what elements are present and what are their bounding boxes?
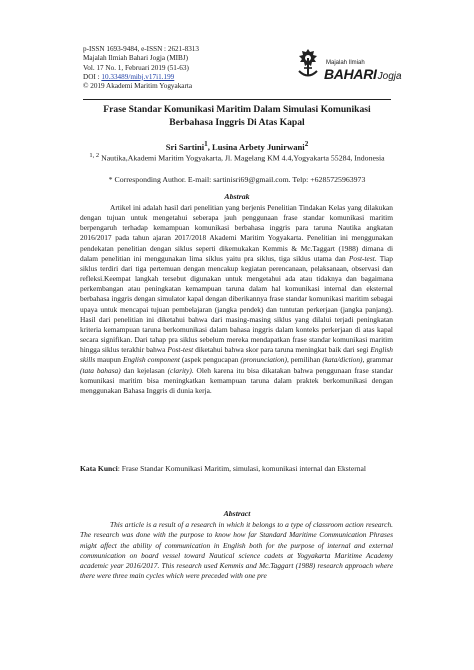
logo-jogja: Jogja [377, 71, 402, 82]
doi-link[interactable]: 10.33489/mibj.v17i1.199 [101, 72, 175, 81]
abstrak-p6: , pemilihan [286, 355, 323, 365]
author-2-sup: 2 [304, 140, 309, 148]
abstrak-i7: (tata bahasa) [80, 365, 121, 375]
abstrak-i6: (kata/diction) [322, 355, 363, 365]
affiliation [83, 151, 391, 164]
author-sep: , [207, 141, 213, 152]
abstrak-i5: (pronunciation) [240, 355, 287, 365]
author-1: Sri Sartini [165, 141, 205, 152]
abstract-body: This article is a result of a research in which it belongs to a type of classroom action research. The research was done with the purpose to know how far Standard Maritime Communication Phrases might affect the ability of communication in English both for the purpose of internal and external communication on board vessel toward Nautical science cadets at Yogyakarta Maritime Academy academic year 2016/2017. This research used Kemmis and Mc.Taggart (1988) research approach where there were three main cycles which were preceded with one pre [80, 520, 393, 581]
anchor-emblem-icon [293, 46, 323, 80]
abstrak-heading: Abstrak [224, 192, 250, 201]
abstrak-p2-italic: Post-test [167, 345, 194, 355]
author-2: Lusina Arbety Junirwani [212, 141, 305, 152]
abstrak-i4: English component [122, 355, 180, 365]
logo-line1: Majalah Ilmiah [326, 60, 365, 66]
abstrak-p3: diketahui bahwa skor para taruna meningkat baik dari segi [193, 345, 371, 355]
logo-line2 [324, 66, 402, 84]
abstrak-p4: maupun [95, 355, 123, 365]
abstrak-p7: , grammar [362, 355, 394, 365]
keywords-text: : Frase Standar Komunikasi Maritim, simulasi, komunikasi internal dan Eksternal [117, 464, 366, 473]
logo-bahari: BAHARI [324, 66, 377, 82]
abstrak-p8: dan kejelasan [120, 365, 168, 375]
abstrak-p5: (aspek pengucapan [179, 355, 241, 365]
abstract-heading: Abstract [223, 509, 251, 518]
header-rule [83, 99, 391, 100]
copyright: © 2019 Akademi Maritim Yogyakarta [83, 82, 193, 91]
journal-volume: Vol. 17 No. 1, Februari 2019 (51-63) [83, 63, 189, 72]
doi-label: DOI : [83, 72, 100, 81]
affiliation-text: Nautika,Akademi Maritim Yogyakarta, Jl. Magelang KM 4.4,Yogyakarta 55284, Indonesia [99, 153, 385, 163]
abstrak-i8: (clarity) [167, 365, 192, 375]
abstrak-body [80, 203, 393, 396]
keywords-label: Kata Kunci [80, 464, 118, 473]
abstrak-p1: Artikel ini adalah hasil dari penelitian yang berjenis Penelitian Tindakan Kelas yang dilakukan dengan tujuan untuk mengetahui seberapa jauh penggunaan frase standar komunikasi maritim berpengaruh terhadap kemampuan komunikasi berbahasa inggris para taruna Nautika angkatan 2016/2017 pada tahun ajaran 2017/2018 Akademi Maritim Yogyakarta. Penelitian ini menggunakan pendekatan penelitian dengan siklus seperti dikemukakan Kemmis & Mc.Taggart (1988) dimana di dalam penelitian ini menggunakan lima siklus yaitu pra siklus, tiga siklus utama dan [80, 203, 393, 263]
journal-logo [293, 46, 402, 86]
journal-meta [83, 45, 313, 91]
journal-name: Majalah Ilmiah Bahari Jogja (MIBJ) [83, 54, 188, 63]
keywords [80, 464, 393, 474]
author-1-sup: 1 [204, 140, 208, 148]
abstrak-p1-italic: Post-test [348, 253, 375, 263]
abstrak-i3: English skills [80, 345, 393, 365]
affiliation-sup: 1, 2 [89, 152, 100, 159]
abstrak-p2: . Tiap siklus terdiri dari tiga pertemuan dengan mencakup kegiatan perencanaan, pelaksanaan, observasi dan refleksi.Keempat langkah tersebut digunakan untuk mengetahui ada atau tidaknya dan bagaimana perkembangan atau peningkatan kemampuan taruna dalam hal komunikasi internal dan eksternal berbahasa inggris dengan simulator kapal dengan diberikannya frase standar komunikasi maritim sebagai upaya untuk mencapai tujuan pembelajaran (jangka pendek) dan tuntutan perkerjaan (jangka panjang). Hasil dari penelitian ini diketahui bahwa dari masing-masing siklus yang dilalui terjadi peningkatan kriteria kemampuan taruna berkomunikasi dalam bahasa inggris dalam konteks perkerjaan di atas kapal secara signifikan. Dari tahap pra siklus sebelum mereka mendapatkan frase standar komunikasi maritim hingga siklus terakhir bahwa [80, 253, 393, 355]
doi-line [83, 73, 313, 82]
corresponding-author: * Corresponding Author. E-mail: sartinisri69@gmail.com. Telp: +6285725963973 [108, 175, 366, 184]
paper-title: Frase Standar Komunikasi Maritim Dalam Simulasi Komunikasi Berbahasa Inggris Di Atas Kapal [103, 104, 371, 128]
abstrak-p9: . Oleh karena itu bisa dikatakan bahwa penggunaan frase standar komunikasi maritim bisa meningkatkan kemampuan taruna dalam praktek berkomunikasi dengan menggunakan Bahasa Inggris di dunia kerja. [80, 365, 393, 395]
issn: p-ISSN 1693-9484, e-ISSN : 2621-8313 [83, 45, 199, 53]
